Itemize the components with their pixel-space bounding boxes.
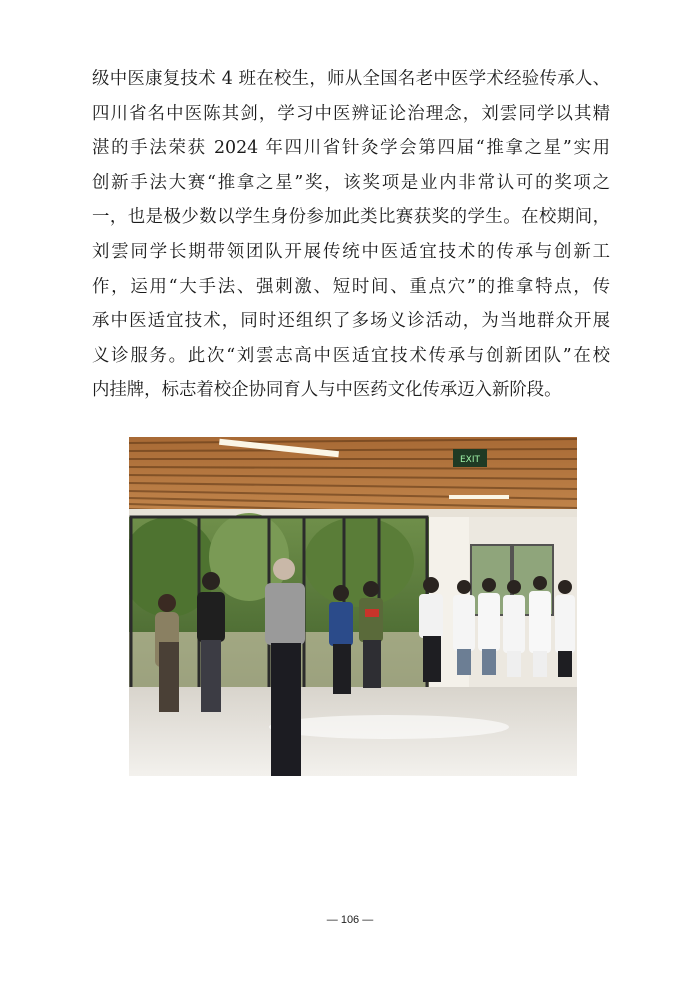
floor-reflection	[269, 715, 509, 739]
paragraph-line: 一，也是极少数以学生身份参加此类比赛获奖的学生。在校期间，	[92, 207, 610, 228]
ceiling-light	[449, 495, 509, 499]
paragraph-line: 级中医康复技术 4 班在校生，师从全国名老中医学术经验传承人、	[92, 69, 610, 89]
body-paragraph	[92, 62, 610, 408]
paragraph-line: 湛的手法荣获 2024 年四川省针灸学会第四届“推拿之星”实用	[92, 138, 610, 159]
page-number: — 106 —	[326, 914, 374, 926]
paragraph-line: 作，运用“大手法、强刺激、短时间、重点穴”的推拿特点，传	[92, 276, 610, 297]
tree	[304, 517, 414, 607]
paragraph-line: 承中医适宜技术，同时还组织了多场义诊活动，为当地群众开展	[92, 311, 610, 332]
paragraph-line: 义诊服务。此次“刘雲志高中医适宜技术传承与创新团队”在校	[92, 345, 610, 366]
paragraph-line: 刘雲同学长期带领团队开展传统中医适宜技术的传承与创新工	[92, 241, 610, 262]
paragraph-line: 内挂牌，标志着校企协同育人与中医药文化传承迈入新阶段。	[92, 380, 562, 401]
exit-sign-text: EXIT	[459, 455, 481, 465]
group-photo	[129, 437, 577, 776]
paragraph-line: 创新手法大赛“推拿之星”奖，该奖项是业内非常认可的奖项之	[92, 172, 610, 193]
paragraph-line: 四川省名中医陈其剑，学习中医辨证论治理念，刘雲同学以其精	[92, 103, 610, 124]
